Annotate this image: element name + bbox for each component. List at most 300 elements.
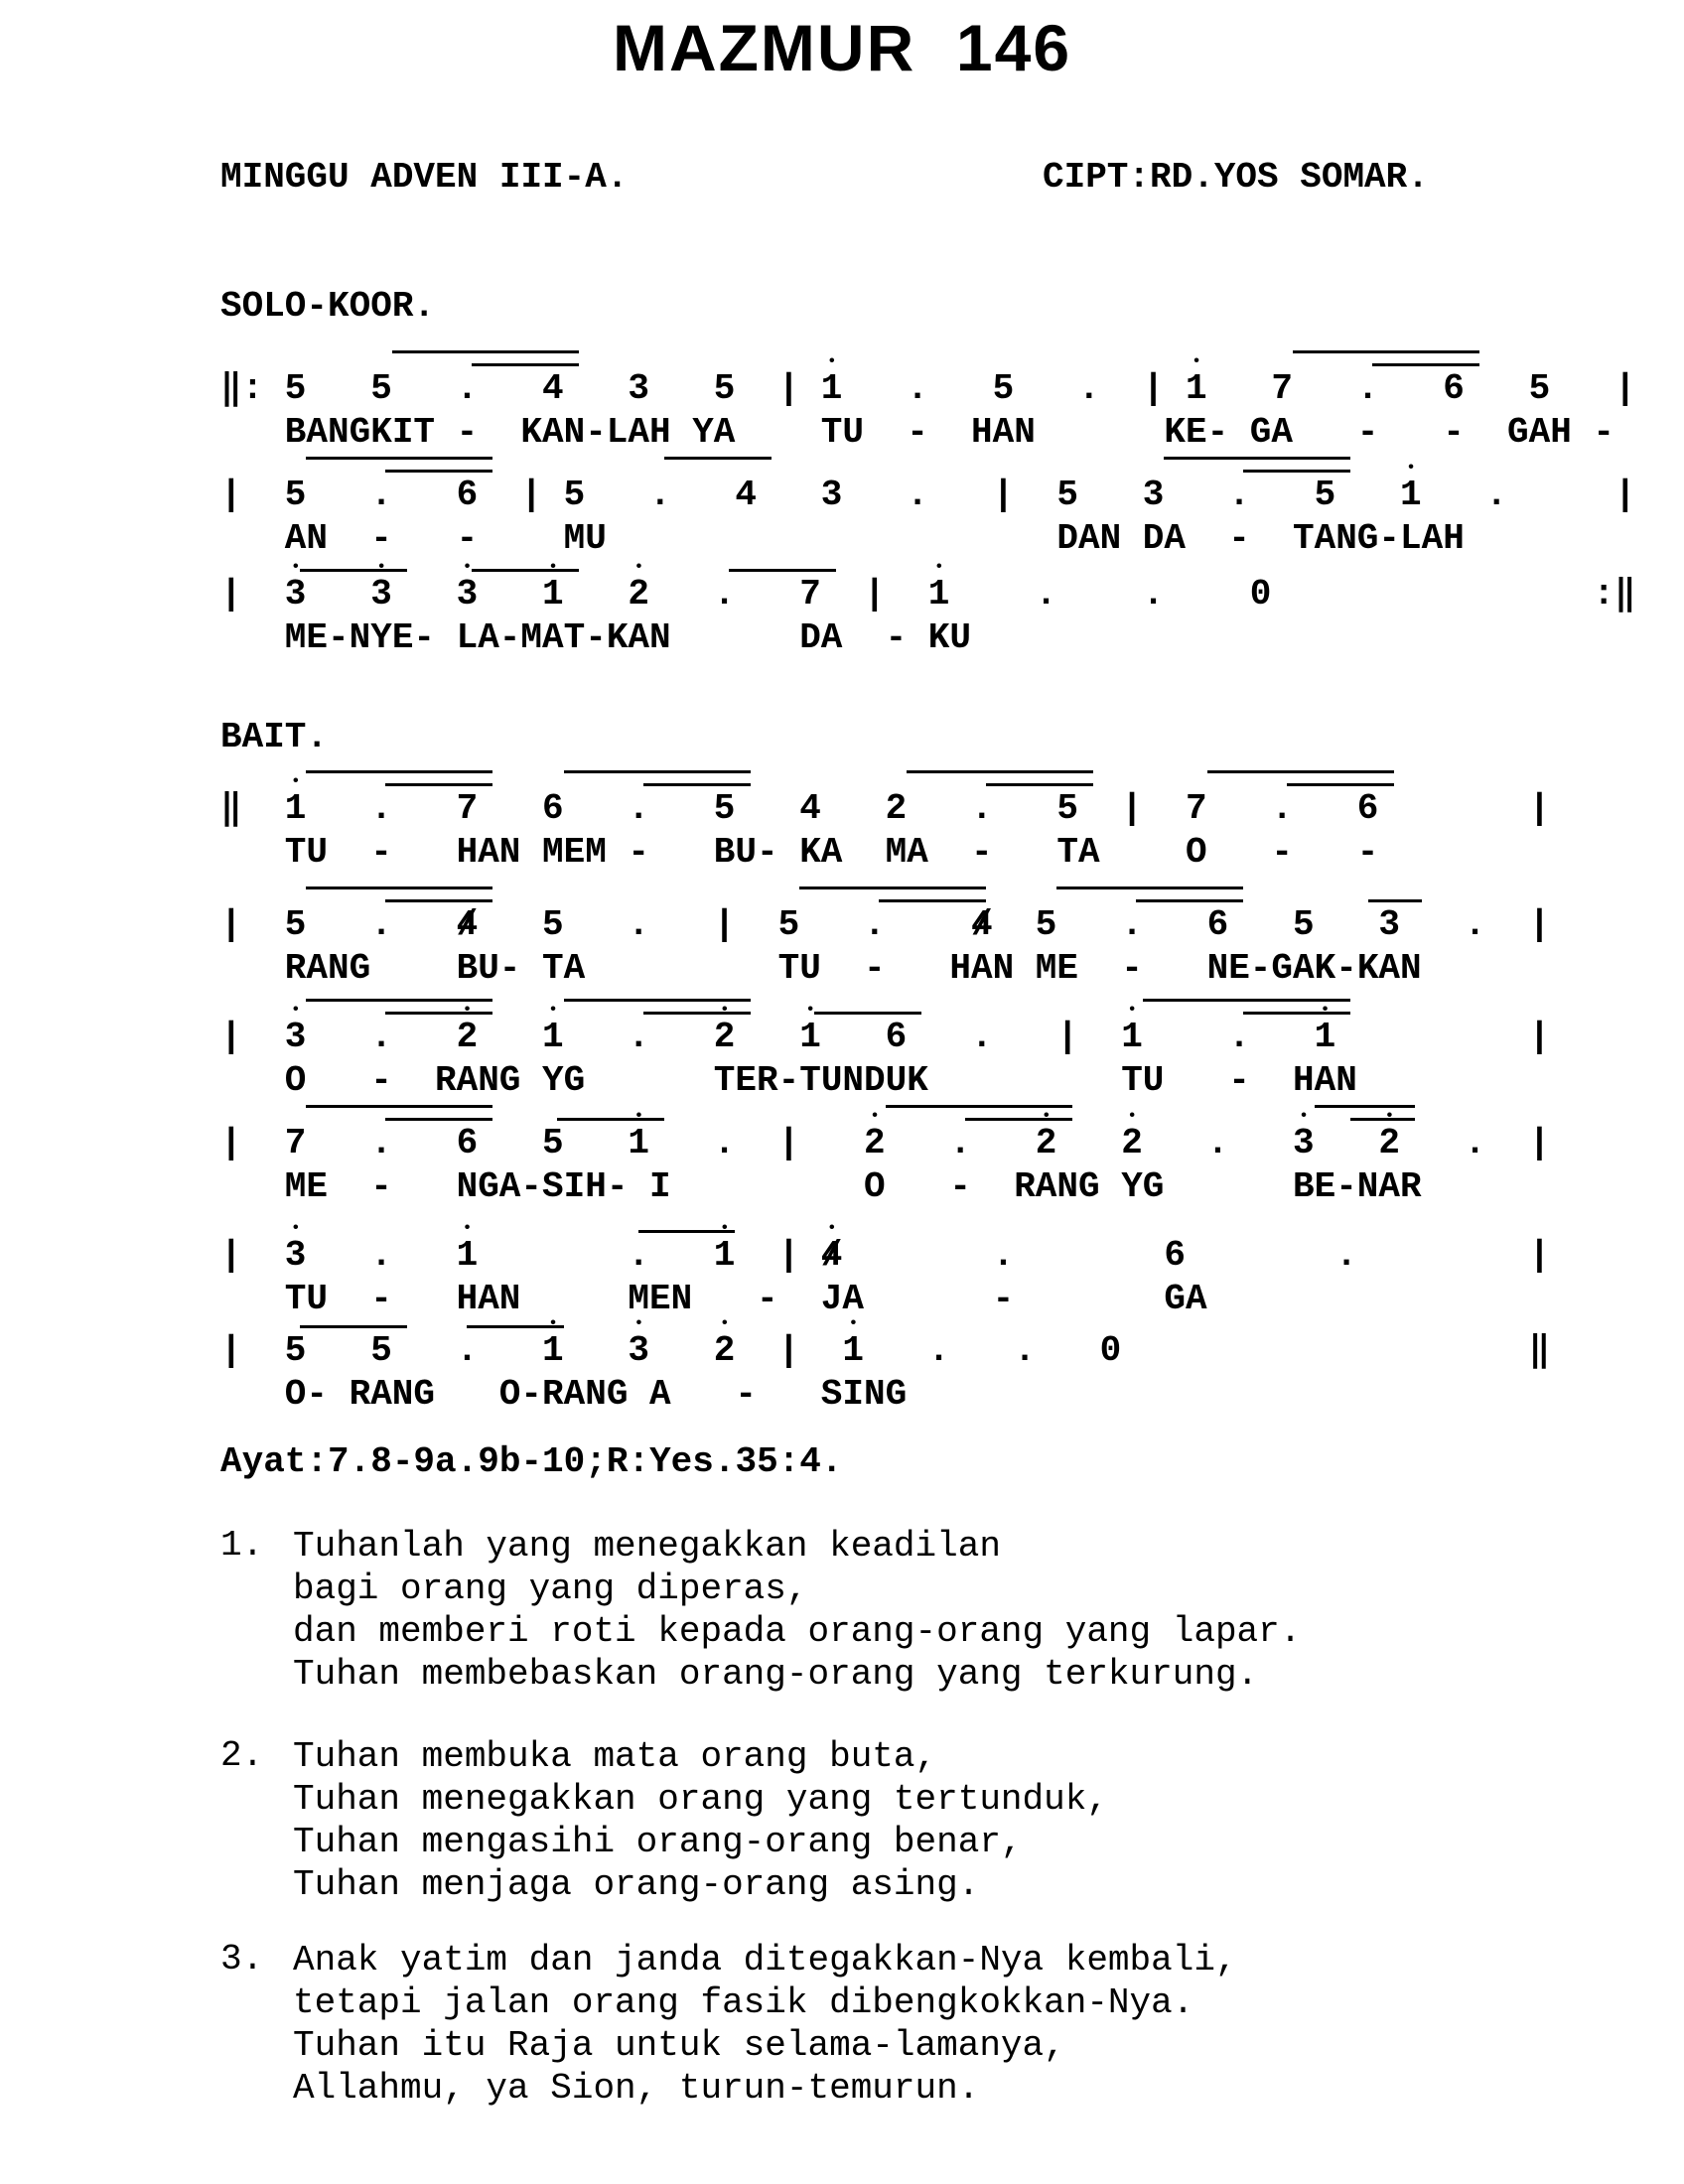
note-token: 1 <box>713 1235 736 1276</box>
notation-line <box>220 555 1670 658</box>
barline: | <box>864 574 886 614</box>
note-token: 5 <box>713 368 736 409</box>
note-token: 5 <box>370 1330 392 1371</box>
lyric-token: DA <box>1142 518 1187 559</box>
duration-dot: . <box>1485 475 1507 515</box>
lyric-token: HAN <box>456 832 521 873</box>
note-token: 3 <box>1378 904 1400 945</box>
verse-number: 3. <box>220 1939 264 1979</box>
octave-dot: • <box>826 352 837 370</box>
lyric-token: - <box>1121 948 1143 989</box>
lyric-token: KA <box>799 832 843 873</box>
notation-line <box>220 769 1670 873</box>
barline: | <box>1142 368 1165 409</box>
barline: | <box>777 368 800 409</box>
note-token: 3 <box>1293 1123 1315 1163</box>
lyric-token: - <box>1443 412 1465 453</box>
lyric-token: - <box>1593 412 1614 453</box>
note-token: 5 <box>1293 904 1315 945</box>
notation-line <box>220 886 1670 989</box>
lyric-token: NE-GAK-KAN <box>1206 948 1422 989</box>
duration-dot: . <box>713 1123 736 1163</box>
section-heading-bait: BAIT. <box>220 717 329 757</box>
duration-dot: . <box>456 1330 479 1371</box>
octave-dot: • <box>290 1001 301 1019</box>
duration-dot: . <box>1335 1235 1357 1276</box>
note-token-sharp: 4 / <box>457 907 479 943</box>
lyric-token: DA <box>799 617 843 658</box>
octave-dot: • <box>719 1001 730 1019</box>
duration-dot: . <box>456 368 479 409</box>
barline: | <box>520 475 542 515</box>
verse-line: Anak yatim dan janda ditegakkan-Nya kembali, <box>293 1940 1237 1980</box>
lyric-token: O- <box>284 1374 329 1415</box>
beam-line <box>907 770 1093 773</box>
note-token: 5 <box>370 368 392 409</box>
lyric-token: MU <box>563 518 607 559</box>
lyric-token: - <box>864 948 886 989</box>
note-token-sharp: 4 / <box>971 907 993 943</box>
octave-dot: • <box>1299 1107 1309 1125</box>
duration-dot: . <box>628 1017 649 1057</box>
duration-dot: . <box>1228 475 1250 515</box>
beam-line <box>306 887 492 889</box>
lyric-token: TA <box>1056 832 1100 873</box>
barline: | <box>1528 1017 1551 1057</box>
octave-dot: • <box>548 558 558 576</box>
note-token: 5 <box>713 788 736 829</box>
beam-line <box>814 1012 921 1015</box>
lyric-token: DAN <box>1056 518 1122 559</box>
lyric-token: O <box>284 1060 307 1101</box>
note-token: 5 <box>542 1123 564 1163</box>
duration-dot: . <box>370 1017 392 1057</box>
note-token: 2 <box>1035 1123 1057 1163</box>
barline: ‖ <box>220 788 242 829</box>
note-token: 3 <box>284 1235 307 1276</box>
lyric-token: MEN <box>628 1279 693 1319</box>
note-token: 6 <box>1206 904 1229 945</box>
duration-dot: . <box>971 788 993 829</box>
lyric-token: KAN-LAH <box>520 412 671 453</box>
octave-dot: • <box>1192 352 1201 370</box>
lyric-token: RANG <box>349 1374 436 1415</box>
barline: | <box>777 1330 800 1371</box>
note-token: 4 <box>542 368 564 409</box>
note-token: 3 <box>284 574 307 614</box>
note-token: 2 <box>713 1330 736 1371</box>
note-token: 5 <box>1056 788 1078 829</box>
beam-line <box>1056 887 1243 889</box>
lyric-token: - <box>992 1279 1015 1319</box>
note-token: 1 <box>542 1330 564 1371</box>
barline: | <box>1614 368 1636 409</box>
note-token: 1 <box>927 574 950 614</box>
barline: ‖ <box>1528 1330 1551 1371</box>
duration-dot: . <box>370 1235 392 1276</box>
verse-line: dan memberi roti kepada orang-orang yang lapar. <box>293 1611 1302 1652</box>
barline: | <box>220 574 242 614</box>
duration-dot: . <box>864 904 886 945</box>
note-token: 6 <box>456 475 479 515</box>
lyric-token: MA <box>885 832 928 873</box>
note-token: 1 <box>542 574 564 614</box>
verse-line: Tuhan menjaga orang-orang asing. <box>293 1864 980 1905</box>
duration-dot: . <box>1078 368 1100 409</box>
lyric-token: KU <box>927 617 972 658</box>
barline: | <box>1121 788 1143 829</box>
note-token: 5 <box>563 475 586 515</box>
lyric-token: O-RANG <box>498 1374 629 1415</box>
beam-line <box>1207 770 1394 773</box>
duration-dot: . <box>1464 1123 1486 1163</box>
barline: | <box>992 475 1015 515</box>
barline: :‖ <box>1593 574 1636 614</box>
beam-line <box>300 1325 407 1328</box>
lyric-token: - <box>370 832 392 873</box>
lyric-token: TER-TUNDUK <box>713 1060 928 1101</box>
lyric-token: - <box>456 518 479 559</box>
octave-dot: • <box>719 1314 730 1332</box>
lyric-token: O <box>1186 832 1207 873</box>
note-token: 1 <box>284 788 307 829</box>
octave-dot: • <box>1041 1107 1052 1125</box>
verse-number: 2. <box>220 1735 264 1776</box>
octave-dot: • <box>1320 1001 1331 1019</box>
note-token: 1 <box>820 368 843 409</box>
lyric-token: - <box>949 1166 971 1207</box>
note-token: 1 <box>842 1330 864 1371</box>
lyric-token: YG <box>542 1060 586 1101</box>
notation-line <box>220 456 1670 559</box>
duration-dot: . <box>907 368 928 409</box>
duration-dot: . <box>1356 368 1379 409</box>
duration-dot: . <box>1014 1330 1036 1371</box>
lyric-token: BU- <box>456 948 521 989</box>
note-token-sharp: 4 / <box>821 1238 843 1274</box>
lyric-token: KE- <box>1164 412 1229 453</box>
note-token: 2 <box>1378 1123 1400 1163</box>
octave-dot: • <box>290 1219 301 1237</box>
lyric-token: TA <box>542 948 586 989</box>
duration-dot: . <box>1121 904 1143 945</box>
note-token: 2 <box>628 574 649 614</box>
note-token: 2 <box>1121 1123 1143 1163</box>
octave-dot: • <box>462 558 473 576</box>
octave-dot: • <box>633 558 644 576</box>
barline: | <box>220 1123 242 1163</box>
octave-dot: • <box>870 1107 880 1125</box>
beam-line <box>564 770 751 773</box>
lyric-token: GAH <box>1507 412 1572 453</box>
note-token: 1 <box>456 1235 479 1276</box>
octave-dot: • <box>376 558 386 576</box>
beam-line <box>729 569 836 572</box>
note-token: 3 <box>820 475 843 515</box>
note-token: 5 <box>1528 368 1551 409</box>
beam-line <box>1368 899 1422 902</box>
lyric-token: HAN <box>456 1279 521 1319</box>
lyric-token: RANG <box>435 1060 521 1101</box>
lyric-token: HAN <box>949 948 1015 989</box>
verse-number: 1. <box>220 1525 264 1566</box>
lyric-token: - <box>907 412 928 453</box>
note-token: 7 <box>284 1123 307 1163</box>
note-token: 1 <box>1314 1017 1336 1057</box>
beam-line <box>306 457 492 460</box>
lyric-token: - <box>1228 1060 1250 1101</box>
note-token: 0 <box>1249 574 1272 614</box>
note-token: 5 <box>542 904 564 945</box>
lyric-token: NGA-SIH- <box>456 1166 629 1207</box>
duration-dot: . <box>1228 1017 1250 1057</box>
duration-dot: . <box>713 574 736 614</box>
note-token: 2 <box>713 1017 736 1057</box>
beam-line <box>879 899 986 902</box>
verse-line: Tuhan itu Raja untuk selama-lamanya, <box>293 2025 1065 2066</box>
lyric-token: - <box>1228 518 1250 559</box>
lyric-token: - <box>1356 832 1379 873</box>
octave-dot: • <box>290 772 301 790</box>
note-token: 7 <box>1186 788 1207 829</box>
verse-line: Tuhanlah yang menegakkan keadilan <box>293 1526 1001 1567</box>
duration-dot: . <box>1035 574 1057 614</box>
lyric-token: AN <box>284 518 329 559</box>
lyric-token: - <box>370 1279 392 1319</box>
lyric-token: BANGKIT <box>284 412 436 453</box>
duration-dot: . <box>628 904 649 945</box>
barline: | <box>713 904 736 945</box>
lyric-token: ME-NYE- <box>284 617 436 658</box>
octave-dot: • <box>548 1314 558 1332</box>
lyric-token: TU <box>820 412 865 453</box>
note-token: 5 <box>284 368 307 409</box>
note-token: 6 <box>1356 788 1379 829</box>
note-token: 6 <box>885 1017 908 1057</box>
notation-line <box>220 1311 1670 1415</box>
lyric-token: ME <box>1035 948 1079 989</box>
note-token: 3 <box>628 1330 649 1371</box>
verse-line: bagi orang yang diperas, <box>293 1569 808 1609</box>
octave-dot: • <box>826 1219 837 1237</box>
lyric-token: - <box>370 1166 392 1207</box>
note-token: 1 <box>1186 368 1207 409</box>
note-token: 1 <box>1400 475 1422 515</box>
lyric-token: TU <box>777 948 821 989</box>
notation-line <box>220 1104 1670 1207</box>
verse-line: tetapi jalan orang fasik dibengkokkan-Nya. <box>293 1982 1194 2023</box>
beam-line <box>385 470 492 473</box>
lyric-token: - <box>735 1374 757 1415</box>
note-token: 6 <box>542 788 564 829</box>
octave-dot: • <box>1384 1107 1395 1125</box>
beam-line <box>385 783 492 786</box>
duration-dot: . <box>1206 1123 1229 1163</box>
lyric-token: HAN <box>1293 1060 1357 1101</box>
beam-line <box>385 899 492 902</box>
barline: | <box>777 1123 800 1163</box>
note-token: 5 <box>284 904 307 945</box>
note-token: 2 <box>456 1017 479 1057</box>
barline: | <box>220 904 242 945</box>
barline: | <box>1528 788 1551 829</box>
note-token: 6 <box>1443 368 1465 409</box>
octave-dot: • <box>548 1001 558 1019</box>
lyric-token: YG <box>1121 1166 1165 1207</box>
note-token: 2 <box>864 1123 886 1163</box>
duration-dot: . <box>370 904 392 945</box>
beam-line <box>306 770 492 773</box>
barline: | <box>220 1235 242 1276</box>
beam-line <box>306 1105 492 1108</box>
barline: | <box>220 475 242 515</box>
beam-line <box>799 887 986 889</box>
note-token: 1 <box>799 1017 821 1057</box>
octave-dot: • <box>933 558 944 576</box>
note-token: 5 <box>777 904 800 945</box>
verse-line: Allahmu, ya Sion, turun-temurun. <box>293 2068 980 2109</box>
lyric-token: TU <box>1121 1060 1165 1101</box>
lyric-token: GA <box>1164 1279 1207 1319</box>
beam-line <box>1293 350 1479 353</box>
barline: | <box>220 1330 242 1371</box>
note-token: 7 <box>799 574 821 614</box>
lyric-token: - <box>971 832 993 873</box>
lyric-token: - <box>628 832 649 873</box>
octave-dot: • <box>1406 459 1416 477</box>
note-token: 3 <box>1142 475 1165 515</box>
beam-line <box>664 457 772 460</box>
lyric-token: SING <box>820 1374 908 1415</box>
section-heading-solo-koor: SOLO-KOOR. <box>220 286 436 327</box>
octave-dot: • <box>462 1219 473 1237</box>
note-token: 3 <box>628 368 649 409</box>
lyric-token: - <box>1271 832 1293 873</box>
duration-dot: . <box>1142 574 1165 614</box>
note-token: 5 <box>284 475 307 515</box>
barline: | <box>220 1017 242 1057</box>
lyric-token: TANG-LAH <box>1293 518 1465 559</box>
duration-dot: . <box>971 1017 993 1057</box>
beam-line <box>1164 457 1350 460</box>
note-token: 1 <box>1121 1017 1143 1057</box>
beam-line <box>1243 470 1350 473</box>
barline: | <box>1056 1017 1078 1057</box>
note-token: 7 <box>1271 368 1293 409</box>
note-token: 6 <box>456 1123 479 1163</box>
lyric-token: JA <box>820 1279 865 1319</box>
beam-line <box>1287 783 1394 786</box>
note-token: 3 <box>284 1017 307 1057</box>
lyric-token: TU <box>284 832 329 873</box>
duration-dot: . <box>907 475 928 515</box>
lyric-token: TU <box>284 1279 329 1319</box>
octave-dot: • <box>1127 1001 1137 1019</box>
duration-dot: . <box>628 1235 649 1276</box>
beam-line <box>392 350 579 353</box>
beam-line <box>986 783 1093 786</box>
barline: | <box>1528 904 1551 945</box>
barline: | <box>1528 1123 1551 1163</box>
lyric-token: RANG <box>284 948 371 989</box>
page-title: MAZMUR 146 <box>612 11 1072 84</box>
header-composer-label: CIPT:RD.YOS SOMAR. <box>1043 157 1429 198</box>
lyric-token: - <box>885 617 908 658</box>
octave-dot: • <box>1127 1107 1137 1125</box>
beam-line <box>385 1118 492 1121</box>
lyric-token: I <box>649 1166 671 1207</box>
lyric-token: A <box>649 1374 671 1415</box>
beam-line <box>643 783 751 786</box>
octave-dot: • <box>805 1001 815 1019</box>
note-token: 5 <box>1056 475 1078 515</box>
note-token: 5 <box>992 368 1015 409</box>
duration-dot: . <box>992 1235 1015 1276</box>
octave-dot: • <box>633 1107 644 1125</box>
verse-line: Tuhan menegakkan orang yang tertunduk, <box>293 1779 1108 1820</box>
lyric-token: - <box>456 412 479 453</box>
lyric-token: YA <box>692 412 736 453</box>
beam-line <box>1372 363 1479 366</box>
duration-dot: . <box>628 788 649 829</box>
beam-line <box>1136 899 1243 902</box>
header-sunday-label: MINGGU ADVEN III-A. <box>220 157 629 198</box>
barline: ‖: <box>220 368 264 409</box>
octave-dot: • <box>633 1314 644 1332</box>
lyric-token: RANG <box>1014 1166 1100 1207</box>
note-token: 7 <box>456 788 479 829</box>
lyric-token: MEM <box>542 832 607 873</box>
duration-dot: . <box>370 475 392 515</box>
octave-dot: • <box>848 1314 859 1332</box>
note-token: 5 <box>1035 904 1057 945</box>
note-token: 5 <box>1314 475 1336 515</box>
lyric-token: LA-MAT-KAN <box>456 617 671 658</box>
barline: | <box>1528 1235 1551 1276</box>
duration-dot: . <box>1464 904 1486 945</box>
lyric-token: - <box>370 518 392 559</box>
octave-dot: • <box>719 1219 730 1237</box>
lyric-token: - <box>757 1279 778 1319</box>
notation-line <box>220 349 1670 453</box>
note-token: 1 <box>628 1123 649 1163</box>
note-token: 4 <box>799 788 821 829</box>
note-token: 4 <box>735 475 757 515</box>
octave-dot: • <box>462 1001 473 1019</box>
lyric-token: ME <box>284 1166 329 1207</box>
ayat-reference: Ayat:7.8-9a.9b-10;R:Yes.35:4. <box>220 1441 843 1482</box>
duration-dot: . <box>1271 788 1293 829</box>
note-token: 6 <box>1164 1235 1186 1276</box>
note-token: 2 <box>885 788 908 829</box>
barline: | <box>1614 475 1636 515</box>
octave-dot: • <box>290 558 301 576</box>
note-token: 0 <box>1099 1330 1122 1371</box>
verse-line: Tuhan membebaskan orang-orang yang terkurung. <box>293 1654 1259 1695</box>
verse-line: Tuhan mengasihi orang-orang benar, <box>293 1822 1023 1862</box>
duration-dot: . <box>370 1123 392 1163</box>
lyric-token: BE-NAR <box>1293 1166 1422 1207</box>
lyric-token: HAN <box>971 412 1036 453</box>
lyric-token: BU- <box>713 832 778 873</box>
duration-dot: . <box>949 1123 971 1163</box>
note-token: 1 <box>542 1017 564 1057</box>
verse-line: Tuhan membuka mata orang buta, <box>293 1736 937 1777</box>
note-token: 3 <box>456 574 479 614</box>
beam-line <box>472 363 579 366</box>
lyric-token: - <box>370 1060 392 1101</box>
duration-dot: . <box>649 475 671 515</box>
